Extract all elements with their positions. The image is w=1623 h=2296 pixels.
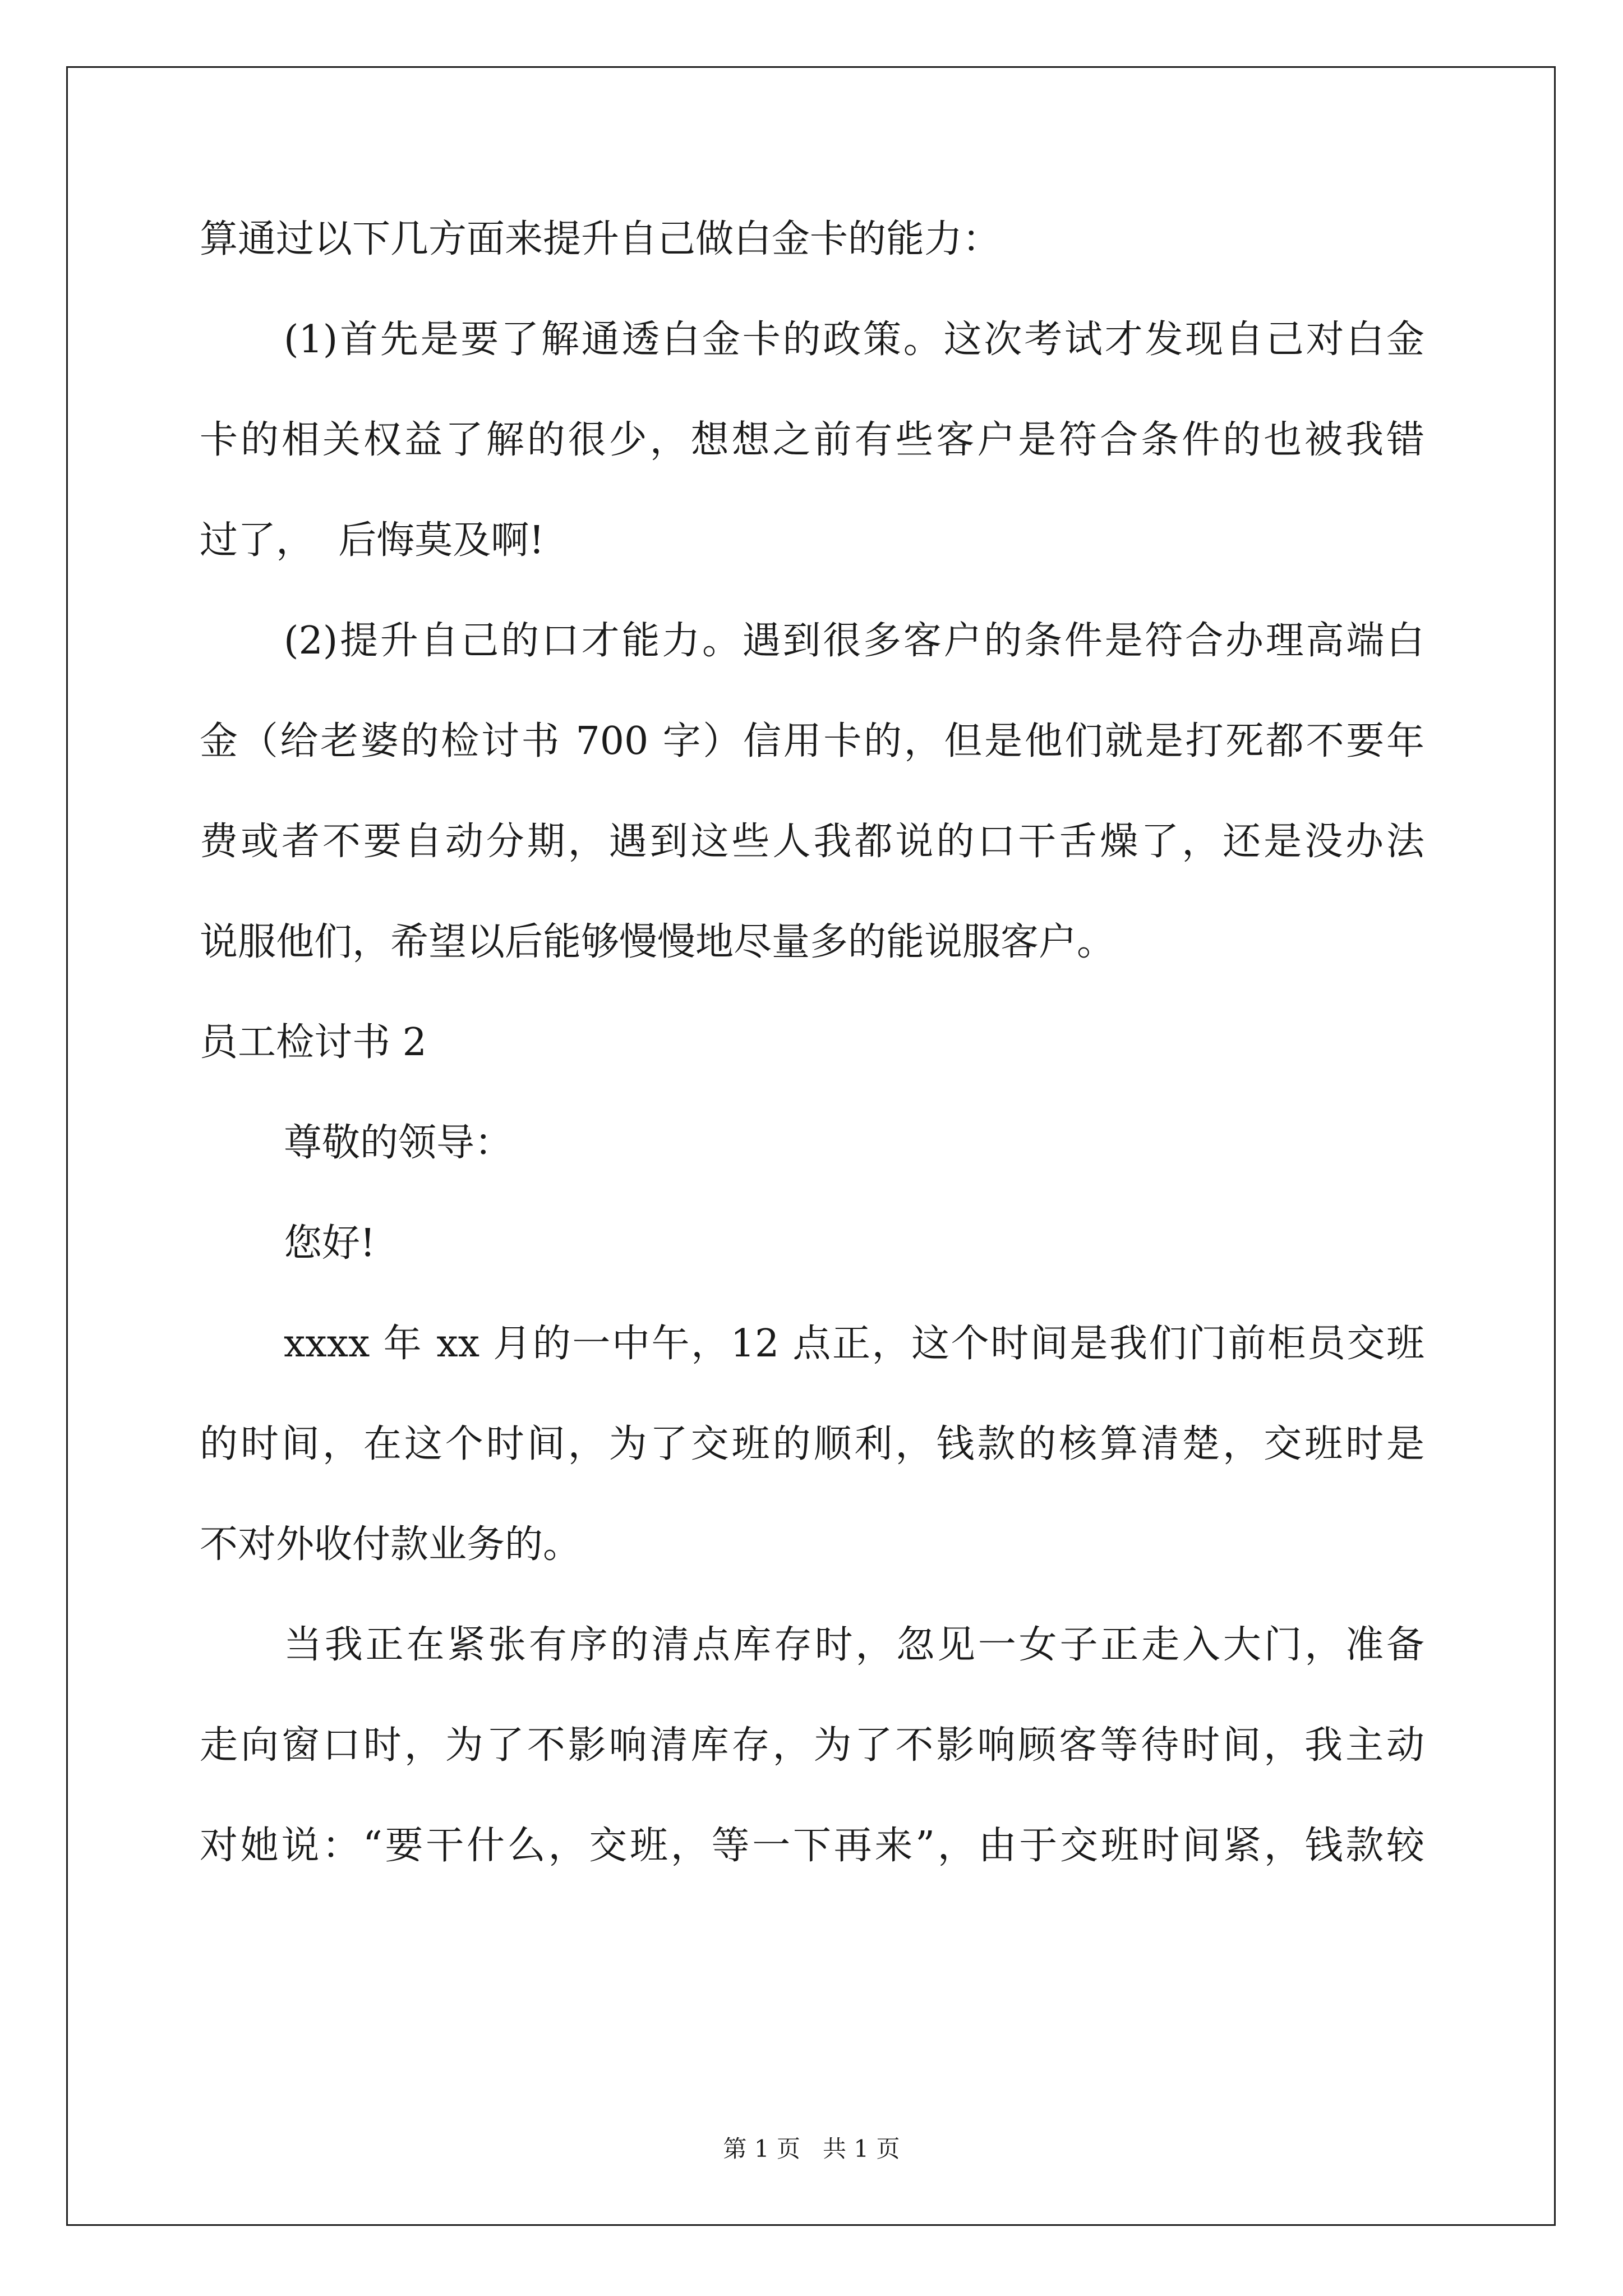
- text-line: 走向窗口时，为了不影响清库存，为了不影响顾客等待时间，我主动: [200, 1723, 1424, 1768]
- text-line: (1)首先是要了解通透白金卡的政策。这次考试才发现自己对白金: [284, 318, 1424, 362]
- text-line: 说服他们，希望以后能够慢慢地尽量多的能说服客户。: [200, 920, 1115, 964]
- greeting: 您好!: [284, 1221, 376, 1266]
- text-line: 不对外收付款业务的。: [200, 1522, 582, 1567]
- page-number: 第 1 页 共 1 页: [723, 2135, 900, 2162]
- text-line: 对她说：“要干什么，交班，等一下再来”，由于交班时间紧，钱款较: [200, 1824, 1424, 1868]
- text-line: (2)提升自己的口才能力。遇到很多客户的条件是符合办理高端白: [284, 619, 1424, 663]
- text-line: 卡的相关权益了解的很少，想想之前有些客户是符合条件的也被我错: [200, 418, 1424, 462]
- text-line: 算通过以下几方面来提升自己做白金卡的能力：: [200, 217, 1001, 261]
- text-line: 过了， 后悔莫及啊!: [200, 518, 545, 563]
- text-line: 费或者不要自动分期，遇到这些人我都说的口干舌燥了，还是没办法: [200, 820, 1424, 864]
- salutation: 尊敬的领导：: [284, 1121, 513, 1165]
- text-line: xxxx 年 xx 月的一中午，12 点正，这个时间是我们门前柜员交班: [284, 1322, 1424, 1366]
- text-line: 金（给老婆的检讨书 700 字）信用卡的，但是他们就是打死都不要年: [200, 719, 1424, 763]
- document-body: [200, 214, 1424, 1921]
- section-heading: 员工检讨书 2: [200, 1020, 427, 1065]
- text-line: 当我正在紧张有序的清点库存时，忽见一女子正走入大门，准备: [284, 1623, 1424, 1667]
- text-line: 的时间，在这个时间，为了交班的顺利，钱款的核算清楚，交班时是: [200, 1422, 1424, 1466]
- page-footer: [0, 2135, 1623, 2163]
